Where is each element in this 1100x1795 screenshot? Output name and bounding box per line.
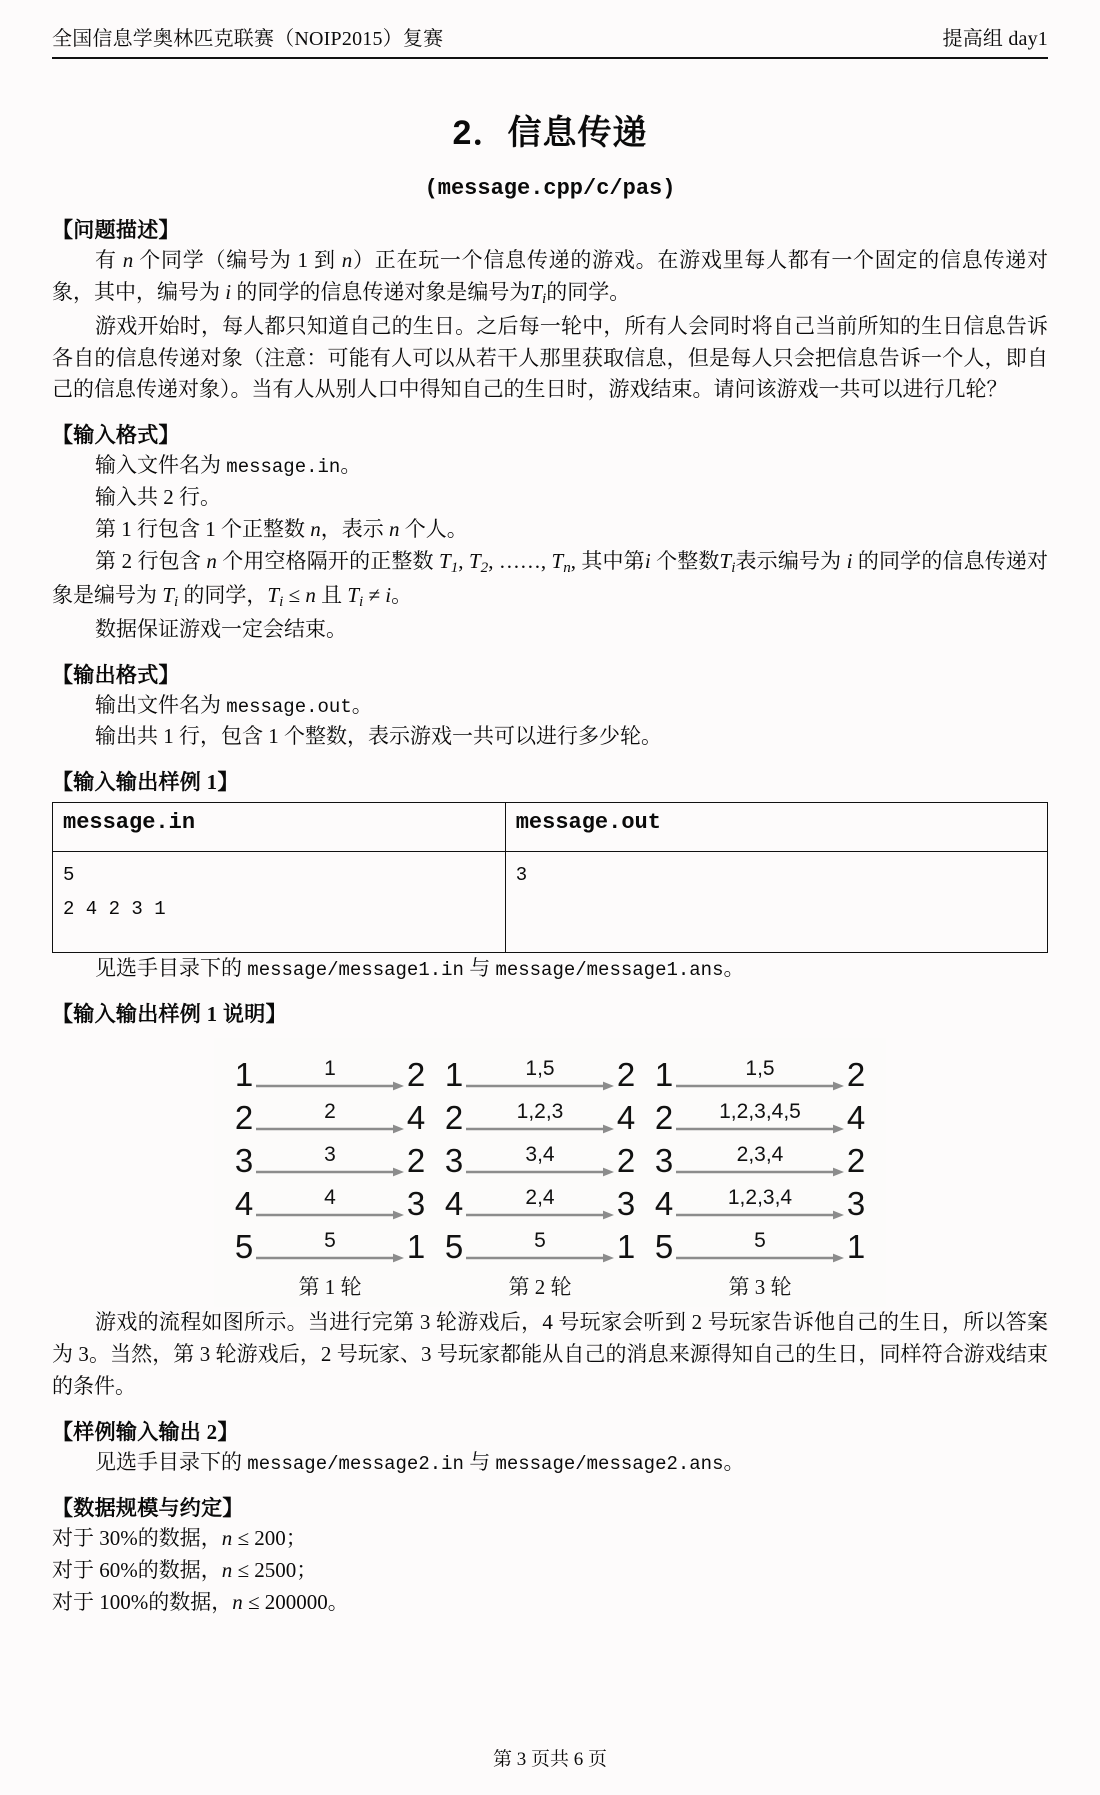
figure-edge-row <box>652 1220 868 1266</box>
figure-edge-label: 2,3,4 <box>736 1143 784 1167</box>
figure-arrow <box>256 1230 404 1263</box>
problem-description-paragraph-1: 有 n 个同学（编号为 1 到 n）正在玩一个信息传递的游戏。在游戏里每人都有一个固定的信息传递对象，其中，编号为 i 的同学的信息传递对象是编号为$T_i$的同学。 <box>52 248 1049 307</box>
sample-input-line-1: 5 <box>63 864 75 887</box>
figure-edge-row <box>232 1177 428 1223</box>
figure-node-to: 1 <box>616 1228 636 1266</box>
column-header-input: message.in <box>53 803 506 852</box>
arrow-icon <box>466 1167 614 1177</box>
running-header-right: 提高组 day1 <box>942 28 1048 50</box>
figure-node-to: 3 <box>846 1185 866 1223</box>
figure-edge-label: 5 <box>534 1229 546 1253</box>
figure-node-to: 3 <box>406 1185 426 1223</box>
arrow-icon <box>676 1167 844 1177</box>
running-header <box>52 22 1048 59</box>
arrow-icon <box>466 1124 614 1134</box>
arrow-icon <box>256 1167 404 1177</box>
figure-node-from: 4 <box>234 1185 254 1223</box>
sample-1-file-in: message/message1.in <box>247 959 464 982</box>
figure-node-from: 3 <box>654 1142 674 1180</box>
figure-arrow <box>256 1101 404 1134</box>
figure-edge-row <box>232 1134 428 1180</box>
input-format-line-1: 输入文件名为 message.in。 <box>95 453 362 479</box>
message-passing-figure <box>214 1038 886 1307</box>
arrow-icon <box>676 1124 844 1134</box>
constraint-line-1: 对于 30%的数据，n ≤ 200； <box>52 1525 307 1550</box>
arrow-icon <box>466 1253 614 1263</box>
figure-arrow <box>256 1144 404 1177</box>
sample-2-file-in: message/message2.in <box>247 1452 464 1475</box>
figure-node-from: 1 <box>234 1056 254 1094</box>
output-format-line-1: 输出文件名为 message.out。 <box>95 692 373 718</box>
input-file-name: message.in <box>226 456 341 479</box>
sample-2-file-ans: message/message2.ans <box>495 1452 724 1475</box>
sample-2-note-prefix: 见选手目录下的 <box>95 1449 248 1474</box>
figure-edge-label: 1,2,3,4,5 <box>719 1100 801 1124</box>
figure-node-from: 1 <box>444 1056 464 1094</box>
figure-edge-label: 1,5 <box>745 1057 775 1081</box>
sample-1-note-suffix: 。 <box>723 956 745 981</box>
figure-node-from: 4 <box>654 1185 674 1223</box>
figure-node-from: 5 <box>234 1228 254 1266</box>
figure-node-to: 1 <box>846 1228 866 1266</box>
output-format-line-2: 输出共 1 行，包含 1 个整数，表示游戏一共可以进行多少轮。 <box>95 724 663 749</box>
figure-round-label: 第 1 轮 <box>298 1275 362 1300</box>
sample-1-note-prefix: 见选手目录下的 <box>95 956 248 981</box>
figure-node-from: 2 <box>234 1099 254 1137</box>
figure-edge-row <box>442 1220 638 1266</box>
sample-input-line-2: 2 4 2 3 1 <box>63 897 166 920</box>
figure-edge-label: 1,2,3,4 <box>727 1186 793 1210</box>
column-header-output: message.out <box>505 803 1047 852</box>
section-heading-sample-1-explanation: 【输入输出样例 1 说明】 <box>52 1002 287 1027</box>
output-file-name: message.out <box>226 695 352 718</box>
problem-description-paragraph-2: 游戏开始时，每人都只知道自己的生日。之后每一轮中，所有人会同时将自己当前所知的生日信息告诉各自的信息传递对象（注意：可能有人可以从若干人那里获取信息，但是每人只会把信息告诉一个人，即自己的信息传递对象）。当有人从别人口中得知自己的生日时，游戏结束。请问该游戏一共可以进行几轮？ <box>52 313 1048 402</box>
figure-arrow <box>466 1230 614 1263</box>
section-heading-input-format: 【输入格式】 <box>52 423 180 448</box>
figure-edge-row <box>442 1048 638 1094</box>
arrow-icon <box>466 1081 614 1091</box>
sample-1-file-note <box>52 953 1048 985</box>
figure-edge-row <box>652 1134 868 1180</box>
sample-output-line-1: 3 <box>515 864 528 887</box>
figure-round-column <box>438 1048 642 1301</box>
sample-2-note-suffix: 。 <box>723 1449 745 1474</box>
arrow-icon <box>466 1210 614 1220</box>
table-row <box>53 852 1048 953</box>
running-header-left: 全国信息学奥林匹克联赛（NOIP2015）复赛 <box>52 28 444 50</box>
figure-edge-label: 1 <box>324 1057 336 1081</box>
arrow-icon <box>676 1081 844 1091</box>
figure-node-from: 5 <box>444 1228 464 1266</box>
section-heading-problem-description: 【问题描述】 <box>52 218 180 242</box>
sample-output-cell <box>505 852 1047 953</box>
figure-node-to: 2 <box>616 1142 636 1180</box>
figure-edge-label: 1,5 <box>525 1057 555 1081</box>
sample-2-file-note <box>52 1447 1048 1479</box>
figure-edge-label: 3,4 <box>525 1143 555 1167</box>
sample-1-file-ans: message/message1.ans <box>495 959 724 982</box>
figure-arrow <box>676 1101 844 1134</box>
figure-edge-row <box>442 1091 638 1137</box>
figure-edge-row <box>232 1220 428 1266</box>
figure-node-from: 2 <box>654 1099 674 1137</box>
figure-node-from: 3 <box>444 1142 464 1180</box>
figure-arrow <box>676 1187 844 1220</box>
figure-edge-label: 1,2,3 <box>516 1100 564 1124</box>
figure-arrow <box>466 1101 614 1134</box>
figure-node-to: 2 <box>406 1142 426 1180</box>
figure-arrow <box>256 1058 404 1091</box>
figure-round-column <box>228 1048 432 1301</box>
input-format-line-5: 数据保证游戏一定会结束。 <box>95 616 348 641</box>
figure-wrapper <box>52 1038 1048 1307</box>
section-heading-sample-1: 【输入输出样例 1】 <box>52 770 239 795</box>
sample-1-note-mid: 与 <box>463 956 496 981</box>
figure-edge-row <box>652 1091 868 1137</box>
figure-arrow <box>676 1230 844 1263</box>
arrow-icon <box>676 1210 844 1220</box>
sample-input-cell <box>53 852 506 953</box>
page-footer: 第 3 页共 6 页 <box>492 1749 607 1770</box>
figure-arrow <box>466 1144 614 1177</box>
figure-edge-label: 4 <box>324 1186 336 1210</box>
page-title: 2．信息传递 <box>452 114 648 152</box>
figure-arrow <box>256 1187 404 1220</box>
figure-node-to: 2 <box>406 1056 426 1094</box>
arrow-icon <box>676 1253 844 1263</box>
figure-node-to: 2 <box>846 1142 866 1180</box>
figure-edge-row <box>442 1177 638 1223</box>
figure-edge-row <box>232 1091 428 1137</box>
input-format-line-3: 第 1 行包含 1 个正整数 n，表示 n 个人。 <box>95 517 468 542</box>
figure-node-to: 4 <box>616 1099 636 1137</box>
figure-edge-label: 5 <box>324 1229 336 1253</box>
figure-node-to: 4 <box>846 1099 866 1137</box>
figure-edge-row <box>442 1134 638 1180</box>
figure-arrow <box>466 1187 614 1220</box>
arrow-icon <box>256 1081 404 1091</box>
table-header-row <box>53 803 1048 852</box>
figure-edge-label: 3 <box>324 1143 336 1167</box>
figure-node-from: 5 <box>654 1228 674 1266</box>
sample-table <box>52 802 1048 953</box>
figure-node-to: 4 <box>406 1099 426 1137</box>
input-format-line-2: 输入共 2 行。 <box>95 485 222 510</box>
figure-node-to: 1 <box>406 1228 426 1266</box>
figure-edge-row <box>652 1177 868 1223</box>
arrow-icon <box>256 1253 404 1263</box>
figure-node-to: 2 <box>616 1056 636 1094</box>
sample-1-explanation-paragraph: 游戏的流程如图所示。当进行完第 3 轮游戏后，4 号玩家会听到 2 号玩家告诉他自己的生日，所以答案为 3。当然，第 3 轮游戏后，2 号玩家、3 号玩家都能从自己的消息来源得知自己的生日，同样符合游戏结束的条件。 <box>52 1310 1048 1399</box>
figure-edge-row <box>232 1048 428 1094</box>
figure-edge-label: 2,4 <box>525 1186 555 1210</box>
figure-node-from: 4 <box>444 1185 464 1223</box>
figure-node-to: 2 <box>846 1056 866 1094</box>
section-heading-sample-2: 【样例输入输出 2】 <box>52 1419 239 1444</box>
figure-node-from: 3 <box>234 1142 254 1180</box>
constraint-line-2: 对于 60%的数据，n ≤ 2500； <box>52 1557 318 1582</box>
constraint-line-3: 对于 100%的数据，n ≤ 200000。 <box>52 1589 349 1614</box>
figure-edge-label: 2 <box>324 1100 336 1124</box>
figure-round-label: 第 2 轮 <box>508 1275 572 1300</box>
figure-edge-row <box>652 1048 868 1094</box>
figure-round-label: 第 3 轮 <box>728 1275 792 1300</box>
figure-node-from: 1 <box>654 1056 674 1094</box>
figure-node-from: 2 <box>444 1099 464 1137</box>
section-heading-output-format: 【输出格式】 <box>52 662 180 687</box>
figure-arrow <box>676 1144 844 1177</box>
figure-round-column <box>648 1048 872 1301</box>
figure-node-to: 3 <box>616 1185 636 1223</box>
figure-edge-label: 5 <box>754 1229 766 1253</box>
figure-arrow <box>466 1058 614 1091</box>
input-format-line-4: 第 2 行包含 n 个用空格隔开的正整数 $T_1$, $T_2$, ……, $T_n$, 其中第i 个整数$T_i$表示编号为 i 的同学的信息传递对象是编号为 $T_i$ 的同学，$T_i \le n$ 且 $T_i \ne i$。 <box>52 549 1049 610</box>
section-heading-constraints: 【数据规模与约定】 <box>52 1495 244 1520</box>
arrow-icon <box>256 1124 404 1134</box>
page-subtitle: (message.cpp/c/pas) <box>424 176 676 201</box>
figure-arrow <box>676 1058 844 1091</box>
sample-2-note-mid: 与 <box>463 1449 496 1474</box>
arrow-icon <box>256 1210 404 1220</box>
